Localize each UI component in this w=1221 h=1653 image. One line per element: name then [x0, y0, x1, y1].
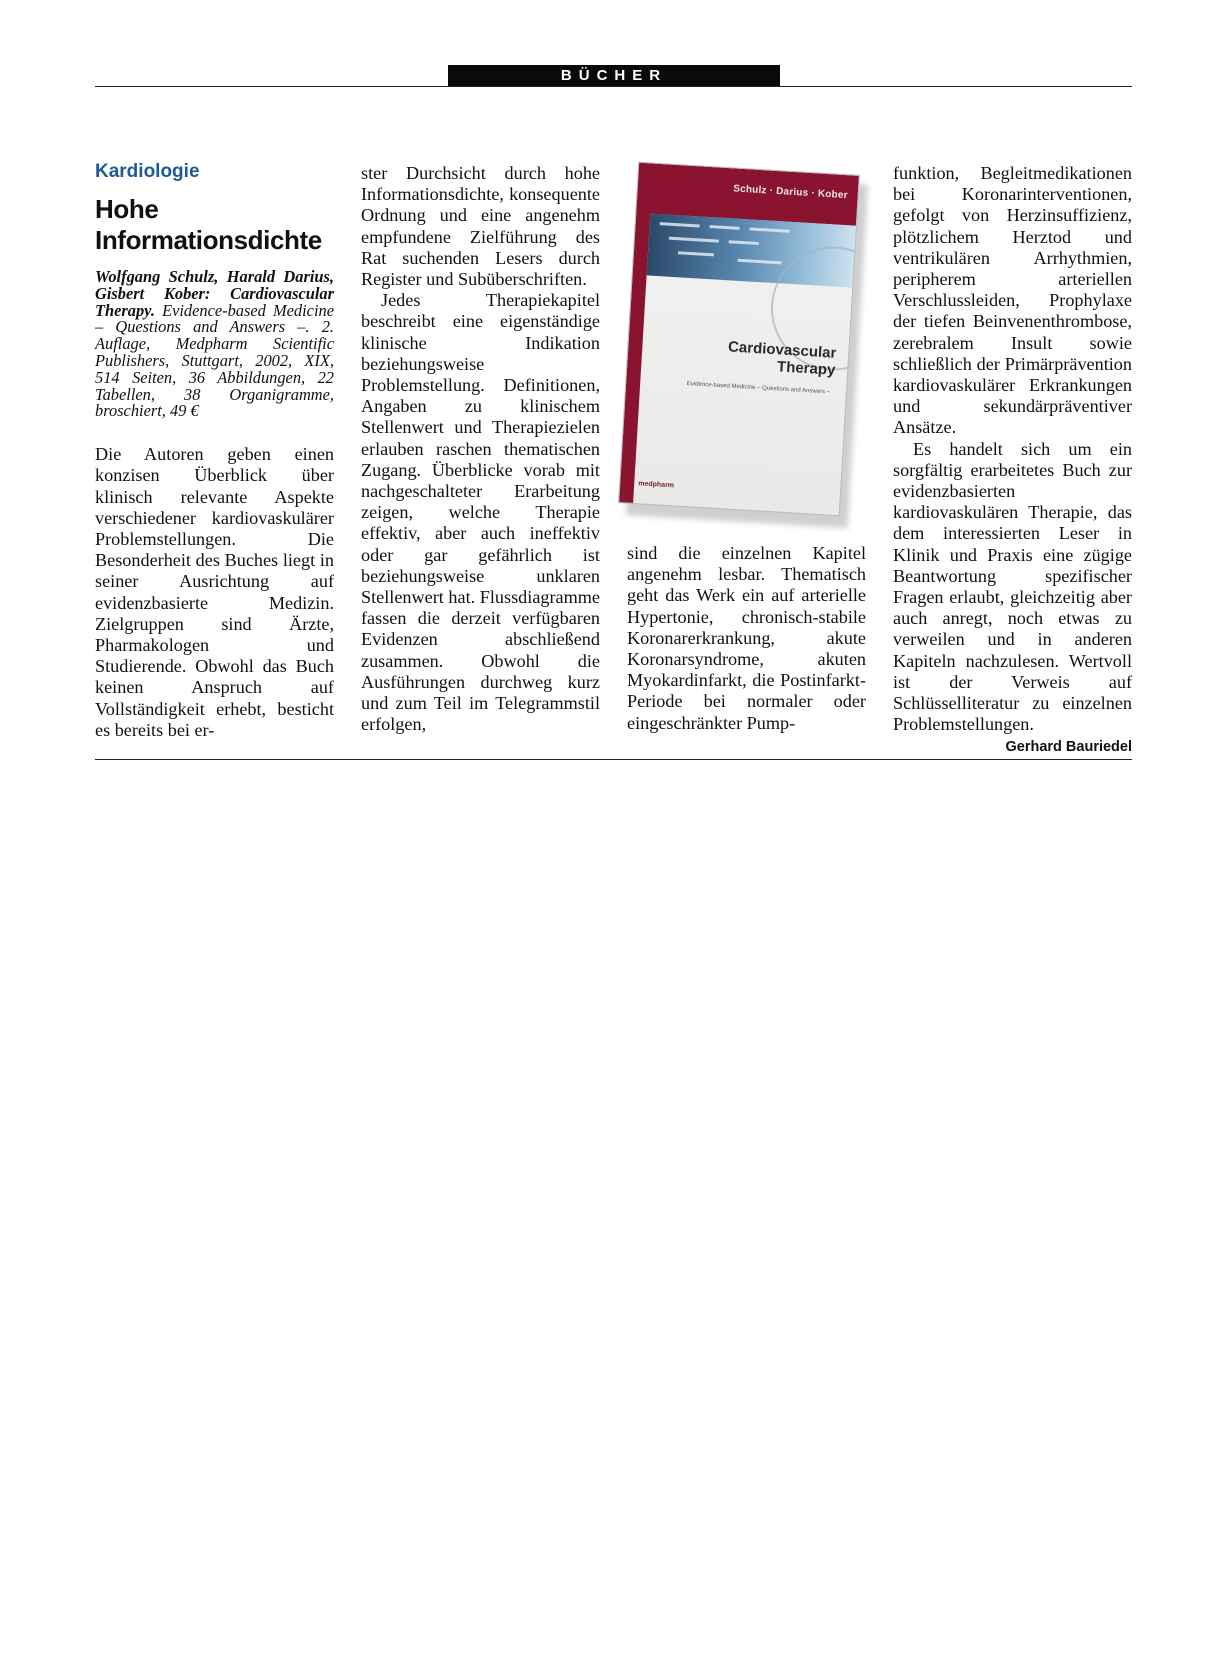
col3-paragraph: sind die einzelnen Kapitel angenehm lesbar. Thematisch geht das Werk ein auf arterielle Hypertonie, chronisch-stabile Koronarerkrankung, akute Koronarsyndrome, akuten Myokardinfarkt, die Postinfarkt-Periode bei normaler oder eingeschränkter Pump-: [627, 543, 866, 733]
bottom-rule: [95, 759, 1132, 760]
column-2: [361, 163, 600, 735]
cover-publisher-name: medpharm: [638, 480, 675, 490]
book-cover: [618, 162, 860, 517]
col4-paragraph-2-text: Es handelt sich um ein sorgfältig erarbeitetes Buch zur evidenzbasierten kardiovaskulären Therapie, das dem interessierten Leser in Klinik und Praxis eine zügige Beantwortung spezifischer Fragen erlaubt, gleichzeitig aber auch anregt, noch etwas zu verweilen und in anderen Kapiteln nachzulesen. Wertvoll ist der Verweis auf Schlüsselliteratur zu einzelnen Problemstellungen.: [893, 438, 1132, 735]
col2-paragraph-2: Jedes Therapiekapitel beschreibt eine eigenständige klinische Indikation beziehungsweise Problemstellung. Definitionen, Angaben zu klinischem Stellenwert und Therapiezielen erlauben raschen thematischen Zugang. Überblicke vorab mit nachgeschalteter Erarbeitung zeigen, welche Therapie effektiv, aber auch ineffektiv oder gar gefährlich ist beziehungsweise unklaren Stellenwert hat. Flussdiagramme fassen die derzeit verfügbaren Evidenzen abschließend zusammen. Obwohl die Ausführungen durchweg kurz und zum Teil im Telegrammstil erfolgen,: [361, 290, 600, 735]
col2-paragraph-1: ster Durchsicht durch hohe Informationsdichte, konsequente Ordnung und eine angenehm empfundene Zielführung des Rat suchenden Lesers durch Register und Subüberschriften.: [361, 163, 600, 290]
column-1: [95, 160, 334, 741]
cover-title-line-1: Cardiovascular: [727, 338, 837, 362]
column-4: [893, 163, 1132, 759]
cover-publisher: [638, 480, 674, 489]
column-3: [627, 543, 866, 734]
cover-spine: [619, 163, 653, 503]
header-rule: [95, 86, 1132, 87]
book-cover-image: [624, 164, 870, 526]
section-header: BÜCHER: [448, 65, 780, 86]
col4-paragraph-2: [893, 438, 1132, 756]
article-kicker: Kardiologie: [95, 161, 200, 182]
cover-authors: Schulz · Darius · Kober: [732, 183, 849, 202]
headline-line-1: Hohe: [95, 194, 159, 224]
article-author: Gerhard Bauriedel: [1005, 739, 1132, 756]
col1-paragraph: Die Autoren geben einen konzisen Überblick über klinisch relevante Aspekte verschiedener kardiovaskulärer Problemstellungen. Die Besonderheit des Buches liegt in seiner Ausrichtung auf evidenzbasierte Medizin. Zielgruppen sind Ärzte, Pharmakologen und Studierende. Obwohl das Buch keinen Anspruch auf Vollständigkeit erhebt, besticht es bereits bei er-: [95, 444, 334, 740]
biblio-authors-title: Wolfgang Schulz, Harald Darius, Gisbert Kober: Cardiovascular Therapy.: [95, 267, 334, 320]
cover-subtitle: Evidence-based Medicine – Questions and Answers –: [686, 380, 831, 396]
headline-line-2: Informationsdichte: [95, 225, 322, 255]
article-headline: [95, 194, 334, 256]
col4-paragraph-1: funktion, Begleitmedikationen bei Koronarinterventionen, gefolgt von Herzinsuffizienz, plötzlichem Herztod und ventrikulären Arrhythmien, peripherem arteriellen Verschlussleiden, Prophylaxe der tiefen Beinvenenthrombose, zerebralem Insult sowie schließlich der Primärprävention kardiovaskulärer Erkrankungen und sekundärpräventiver Ansätze.: [893, 163, 1132, 438]
biblio-details: Evidence-based Medicine – Questions and Answers –. 2. Auflage, Medpharm Scientific Publishers, Stuttgart, 2002, XIX, 514 Seiten, 36 Abbildungen, 22 Tabellen, 38 Organigramme, broschiert, 49 €: [95, 300, 334, 421]
cover-title-line-2: Therapy: [776, 358, 836, 379]
bibliographic-info: [95, 269, 334, 420]
